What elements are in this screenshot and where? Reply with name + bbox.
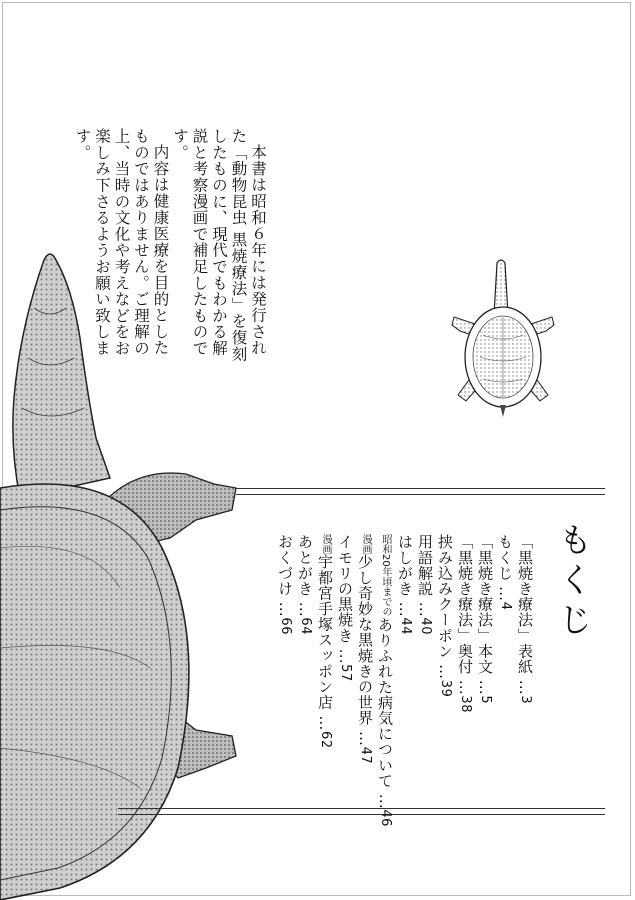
toc-item[interactable]: イモリの黒焼き …57 — [336, 534, 354, 682]
toc-item[interactable]: 挟み込みクーポン …39 — [436, 534, 454, 698]
toc-item[interactable]: 「黒焼き療法」表紙 …3 — [516, 534, 534, 705]
small-turtle-illustration — [448, 255, 558, 420]
toc-item[interactable]: 「黒焼き療法」本文 …5 — [476, 534, 494, 705]
toc-top-rule — [236, 488, 605, 489]
toc-item[interactable]: 昭和20年頃までのありふれた病気について …46 — [376, 534, 394, 828]
toc-item[interactable]: 用語解説 …40 — [416, 534, 434, 636]
toc-list — [275, 534, 535, 827]
toc-item[interactable]: はしがき …44 — [396, 534, 414, 636]
toc-item[interactable]: あとがき …64 — [296, 534, 314, 636]
large-turtle-illustration — [0, 248, 245, 900]
toc-item[interactable]: 漫画少し奇妙な黒焼きの世界 …47 — [356, 534, 374, 765]
toc-item[interactable]: 漫画宇都宮手塚スッポン店 …62 — [316, 534, 334, 749]
intro-paragraph-2: 内容は健康医療を目的としたものではありません。ご理解の上、当時の文化や考えなどをお楽しみ下さるようお願い致します。 — [73, 128, 170, 357]
toc-top-rule-2 — [236, 494, 605, 495]
toc-item[interactable]: 「黒焼き療法」奥付 …38 — [456, 534, 474, 714]
intro-paragraph-1: 本書は昭和６年には発行された「動物昆虫 黒焼療法」を復刻したものに、現代でもわかる解説と考察漫画で補足したものです。 — [171, 128, 267, 362]
toc-title: もくじ — [552, 522, 592, 642]
toc-item[interactable]: おくづけ …66 — [276, 534, 294, 636]
toc-item[interactable]: もくじ …4 — [496, 534, 514, 611]
